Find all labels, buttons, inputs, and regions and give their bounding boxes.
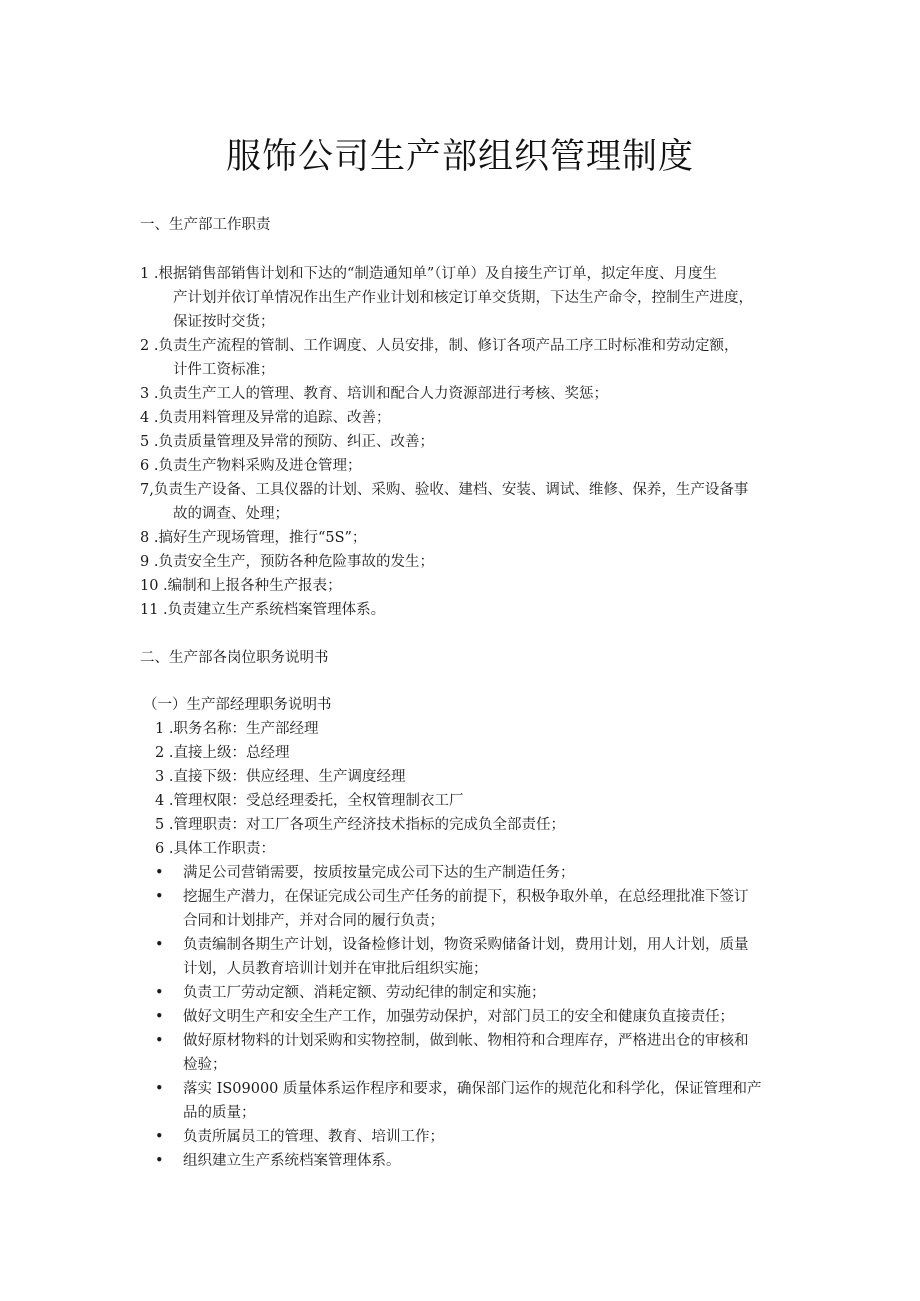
bullet-text-line: 负责所属员工的管理、教育、培训工作； (183, 1129, 444, 1145)
list-item (140, 454, 790, 478)
bullet-text-line: 负责工厂劳动定额、消耗定额、劳动纪律的制定和实施； (183, 985, 546, 1001)
item-number: 6 . (140, 458, 159, 474)
item-text-line: 计件工资标准； (173, 362, 275, 378)
bullet-item (155, 933, 795, 981)
subsection-heading: （一）生产部经理职务说明书 (143, 697, 332, 713)
list-item: 1 .职务名称：生产部经理 (155, 721, 319, 737)
item-text-line: 搞好生产现场管理，推行“5S”； (158, 530, 367, 546)
list-item (140, 382, 790, 406)
list-item (140, 430, 790, 454)
item-text-line: 故的调查、处理； (173, 506, 289, 522)
bullet-item (155, 1005, 795, 1029)
bullet-item (155, 861, 795, 885)
bullet-item (155, 981, 795, 1005)
item-text-line: 根据销售部销售计划和下达的“制造通知单”（订单）及自接生产订单，拟定年度、月度生 (158, 266, 718, 282)
item-number: 3 . (140, 386, 159, 402)
list-item: 4 .管理权限：受总经理委托，全权管理制衣工厂 (155, 793, 464, 809)
bullet-text-line: 负责编制各期生产计划，设备检修计划，物资采购储备计划，费用计划，用人计划，质量 (183, 937, 749, 953)
item-number: 9 . (140, 554, 159, 570)
bullet-text-line: 挖掘生产潜力，在保证完成公司生产任务的前提下，积极争取外单，在总经理批准下签订 (183, 889, 749, 905)
item-text-line: 负责生产流程的管制、工作调度、人员安排，制、修订各项产品工序工时标准和劳动定额， (158, 338, 739, 354)
item-text-line: 保证按时交货； (173, 314, 275, 330)
item-text-line: 负责建立生产系统档案管理体系。 (167, 602, 386, 618)
item-number: 4 . (140, 410, 159, 426)
item-text-line: 负责安全生产，预防各种危险事故的发生； (158, 554, 434, 570)
bullet-item (155, 1149, 795, 1173)
bullet-text-line: 做好原材物料的计划采购和实物控制，做到帐、物相符和合理库存，严格进出仓的审核和 (183, 1033, 749, 1049)
item-number: 1 . (140, 266, 159, 282)
bullet-icon: • (155, 1129, 164, 1145)
bullet-icon: • (155, 1153, 164, 1169)
bullet-text-line: 计划，人员教育培训计划并在审批后组织实施； (183, 961, 488, 977)
list-item (140, 406, 790, 430)
section-heading-1: 一、生产部工作职责 (140, 217, 271, 233)
list-item (140, 334, 790, 382)
list-item: 2 .直接上级：总经理 (155, 745, 290, 761)
item-text-line: 负责生产物料采购及进仓管理； (158, 458, 362, 474)
list-item (140, 526, 790, 550)
bullet-text-line: 品的质量； (183, 1105, 256, 1121)
item-number: 7, (140, 482, 154, 498)
item-number: 11 . (140, 602, 168, 618)
bullet-text-line: 满足公司营销需要，按质按量完成公司下达的生产制造任务； (183, 865, 575, 881)
item-text-line: 产计划并依订单情况作出生产作业计划和核定订单交货期，下达生产命令，控制生产进度， (173, 290, 753, 306)
item-text-line: 负责用料管理及异常的追踪、改善； (158, 410, 391, 426)
bullet-icon: • (155, 1009, 164, 1025)
bullet-item (155, 1125, 795, 1149)
bullet-item (155, 1029, 795, 1077)
bullet-icon: • (155, 889, 164, 905)
bullet-icon: • (155, 1081, 164, 1097)
list-item (140, 598, 790, 622)
bullet-text-line: 合同和计划排产，并对合同的履行负责； (183, 913, 444, 929)
item-number: 2 . (140, 338, 159, 354)
list-item (140, 550, 790, 574)
item-text-line: 负责生产设备、工具仪器的计划、采购、验收、建档、安装、调试、维修、保养，生产设备事 (153, 482, 749, 498)
list-item: 6 .具体工作职责： (155, 841, 275, 857)
list-item (140, 262, 790, 334)
document-title: 服饰公司生产部组织管理制度 (225, 137, 694, 177)
bullet-icon: • (155, 1033, 164, 1049)
bullet-icon: • (155, 985, 164, 1001)
bullet-text-line: 组织建立生产系统档案管理体系。 (183, 1153, 401, 1169)
list-item (140, 478, 790, 526)
item-number: 5 . (140, 434, 159, 450)
bullet-text-line: 做好文明生产和安全生产工作，加强劳动保护，对部门员工的安全和健康负直接责任； (183, 1009, 734, 1025)
item-number: 8 . (140, 530, 159, 546)
bullet-icon: • (155, 937, 164, 953)
item-text-line: 编制和上报各种生产报表； (167, 578, 342, 594)
bullet-item (155, 1077, 795, 1125)
bullet-icon: • (155, 865, 164, 881)
list-item (140, 574, 790, 598)
bullet-text-line: 落实 IS09000 质量体系运作程序和要求，确保部门运作的规范化和科学化，保证管理和产 (183, 1081, 762, 1097)
list-item: 3 .直接下级：供应经理、生产调度经理 (155, 769, 406, 785)
item-text-line: 负责质量管理及异常的预防、纠正、改善； (158, 434, 434, 450)
section-heading-2: 二、生产部各岗位职务说明书 (140, 650, 329, 666)
list-item: 5 .管理职责：对工厂各项生产经济技术指标的完成负全部责任； (155, 817, 565, 833)
bullet-text-line: 检验； (183, 1057, 227, 1073)
bullet-item (155, 885, 795, 933)
item-text-line: 负责生产工人的管理、教育、培训和配合人力资源部进行考核、奖惩； (158, 386, 608, 402)
item-number: 10 . (140, 578, 168, 594)
